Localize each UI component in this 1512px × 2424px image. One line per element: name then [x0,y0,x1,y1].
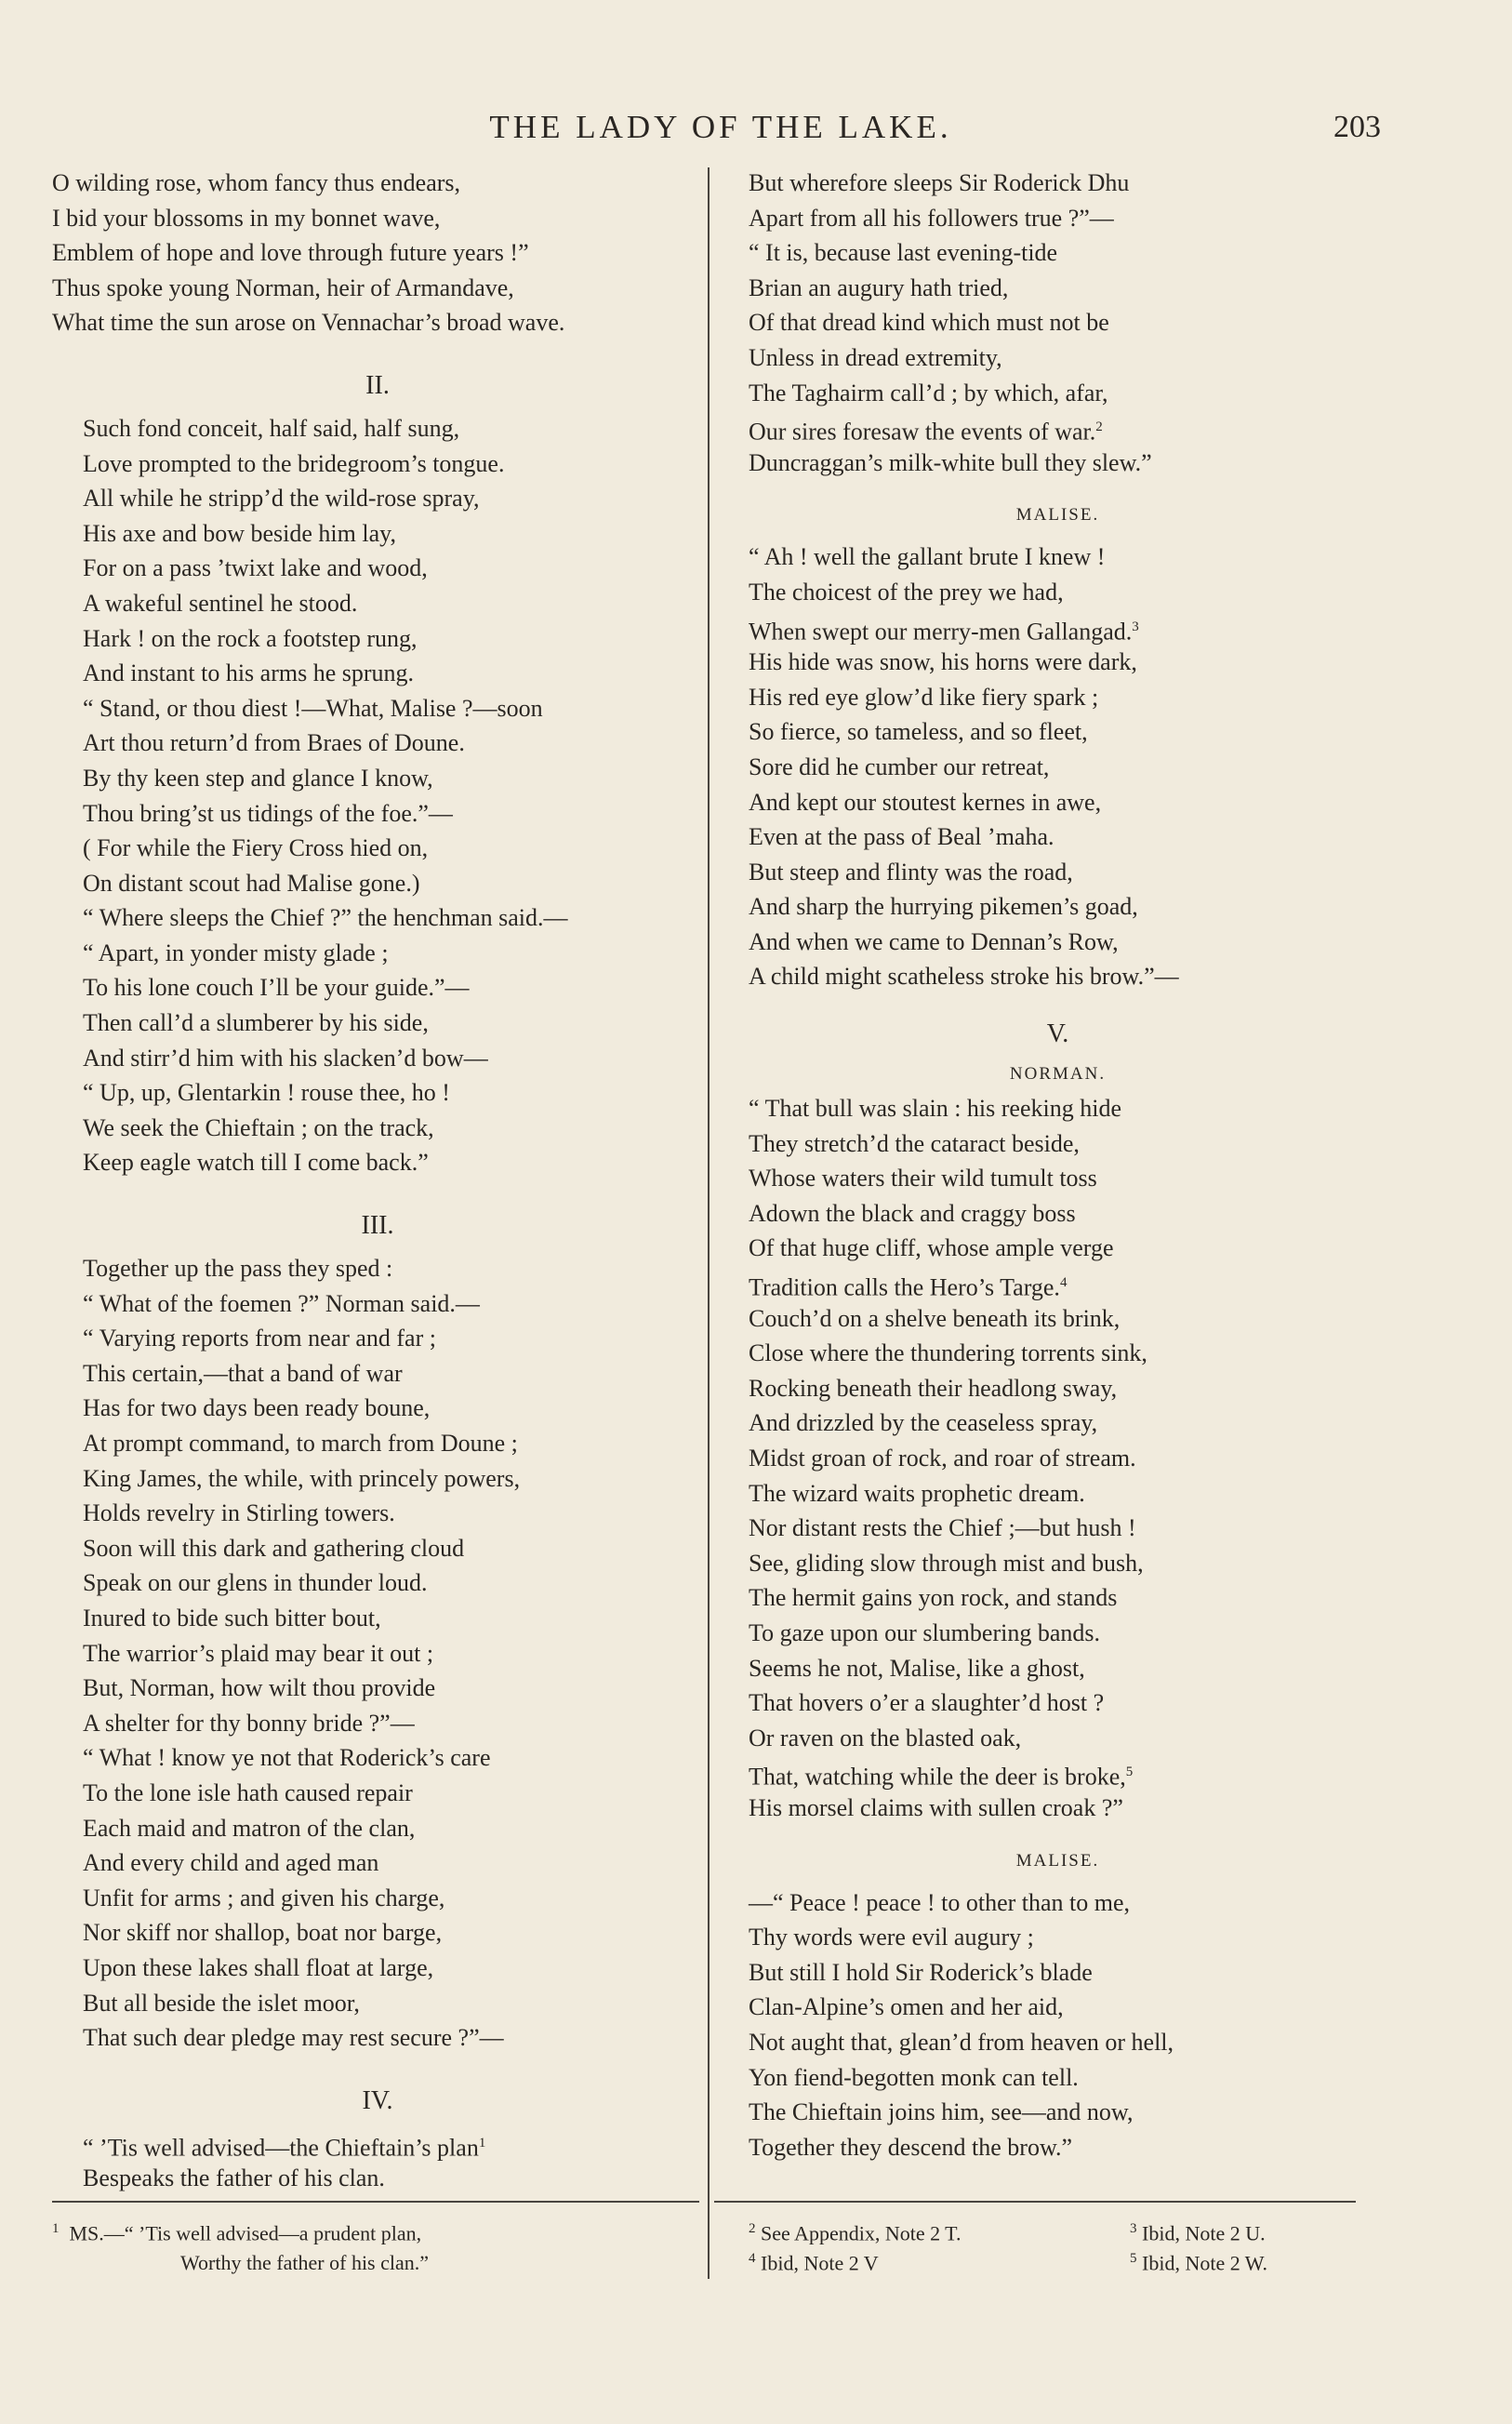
verse-text: When swept our merry-men Gallangad. [749,618,1133,646]
verse-line: Art thou return’d from Braes of Doune. [83,729,465,757]
verse-line [749,1266,1367,1301]
footnotes-right [749,2214,1353,2273]
verse-line: But steep and flinty was the road, [749,858,1073,886]
verse-line: This certain,—that a band of war [83,1359,403,1387]
verse-line: Such fond conceit, half said, half sung, [83,414,460,442]
verse-line: Nor skiff nor shallop, boat nor barge, [83,1919,443,1947]
verse-line: Soon will this dark and gathering cloud [83,1534,465,1562]
footnote [749,2244,879,2278]
speaker-label: NORMAN. [1009,1064,1107,1085]
verse-line: “ What of the foemen ?” Norman said.— [83,1289,480,1317]
stanza-heading: V. [1046,1019,1069,1049]
verse-line: “ It is, because last evening-tide [749,239,1058,267]
footnote [1130,2244,1267,2278]
stanza-heading: III. [361,1211,394,1241]
speaker-label: MALISE. [1015,1850,1100,1871]
stanza-heading: II. [365,370,390,400]
verse-line: Clan-Alpine’s omen and her aid, [749,1993,1064,2021]
running-head: THE LADY OF THE LAKE. [489,109,952,145]
verse-line: The hermit gains yon rock, and stands [749,1584,1118,1612]
verse-line: The Chieftain joins him, see—and now, [749,2098,1134,2126]
verse-line: “ Up, up, Glentarkin ! rouse thee, ho ! [83,1079,450,1107]
verse-line: “ Apart, in yonder misty glade ; [83,939,389,966]
footnote-rule [714,2201,1356,2203]
verse-line [749,410,1367,446]
verse-line: So fierce, so tameless, and so fleet, [749,718,1088,746]
footnotes-left [52,2214,694,2278]
verse-line: “ What ! know ye not that Roderick’s care [83,1744,491,1772]
footnote-text: Worthy the father of his clan.” [180,2251,430,2275]
verse-line: Apart from all his followers true ?”— [749,204,1114,232]
column-divider [708,167,710,2279]
verse-line: We seek the Chieftain ; on the track, [83,1113,434,1141]
footnote-marker: 3 [1130,2221,1137,2236]
verse-line: And sharp the hurrying pikemen’s goad, [749,893,1138,921]
stanza-4 [52,2056,703,2196]
opening-stanza [52,166,703,340]
footnote-marker: 5 [1130,2251,1137,2266]
verse-line: They stretch’d the cataract beside, [749,1129,1080,1157]
verse-line: His morsel claims with sullen croak ?” [749,1793,1123,1821]
verse-line: But wherefore sleeps Sir Roderick Dhu [749,169,1130,196]
footnote-text: MS.—“ ’Tis well advised—a prudent plan, [69,2221,422,2245]
verse-line: But, Norman, how wilt thou provide [83,1674,436,1702]
page-header [0,104,1512,151]
footnote-text: Ibid, Note 2 W. [1142,2251,1268,2275]
stanza-5 [749,994,1367,1825]
verse-line: That hovers o’er a slaughter’d host ? [749,1689,1105,1717]
verse-line: Bespeaks the father of his clan. [83,2164,385,2192]
footnote-text: See Appendix, Note 2 T. [761,2221,962,2245]
page-number: 203 [1333,110,1381,144]
verse-line: “ That bull was slain : his reeking hide [749,1095,1121,1123]
verse-line: Unless in dread extremity, [749,343,1002,371]
footnote-marker: 1 [52,2221,60,2236]
verse-line: Love prompted to the bridegroom’s tongue. [83,449,505,477]
verse-line: Whose waters their wild tumult toss [749,1165,1097,1192]
left-column [52,166,703,2196]
verse-line: Unfit for arms ; and given his charge, [83,1884,445,1911]
verse-line: A shelter for thy bonny bride ?”— [83,1709,415,1737]
verse-line: King James, the while, with princely powers, [83,1464,521,1492]
verse-line: Couch’d on a shelve beneath its brink, [749,1304,1121,1332]
verse-line: “ Stand, or thou diest !—What, Malise ?—soon [83,694,543,722]
right-column [749,166,1367,2164]
verse-line: “ Varying reports from near and far ; [83,1325,436,1352]
verse-line: To his lone couch I’ll be your guide.”— [83,974,470,1002]
continuation-stanza [749,166,1367,480]
verse-line: To gaze upon our slumbering bands. [749,1618,1100,1646]
verse-text: Our sires foresaw the events of war. [749,418,1096,446]
footnote [52,2214,694,2248]
footnote-rule [52,2201,699,2203]
footnote-text: Ibid, Note 2 U. [1142,2221,1266,2245]
verse-line: Of that huge cliff, whose ample verge [749,1234,1114,1262]
verse-line: Sore did he cumber our retreat, [749,753,1050,780]
verse-line: By thy keen step and glance I know, [83,764,433,792]
footnote-text: Ibid, Note 2 V [761,2251,879,2275]
verse-line: I bid your blossoms in my bonnet wave, [52,204,441,232]
stanza-2 [52,340,703,1180]
verse-line: Has for two days been ready boune, [83,1394,431,1422]
verse-line: What time the sun arose on Vennachar’s broad wave. [52,309,565,337]
footnote-ref: 1 [478,2135,486,2151]
verse-line: Duncraggan’s milk-white bull they slew.” [749,448,1152,476]
verse-line: And kept our stoutest kernes in awe, [749,788,1102,816]
footnote-row [749,2214,1353,2244]
verse-line: Adown the black and craggy boss [749,1199,1076,1227]
verse-line: O wilding rose, whom fancy thus endears, [52,169,461,196]
verse-line: Together up the pass they sped : [83,1255,393,1283]
verse-line: “ Where sleeps the Chief ?” the henchman said.— [83,904,568,932]
verse-line: ( For while the Fiery Cross hied on, [83,834,429,862]
verse-line: Upon these lakes shall float at large, [83,1953,434,1981]
verse-line: Hark ! on the rock a footstep rung, [83,624,418,652]
verse-line: At prompt command, to march from Doune ; [83,1430,518,1457]
verse-line: Holds revelry in Stirling towers. [83,1499,395,1527]
verse-line: Thus spoke young Norman, heir of Armandave, [52,273,514,301]
verse-line: The choicest of the prey we had, [749,578,1064,606]
verse-line: A child might scatheless stroke his brow.”— [749,963,1179,991]
verse-line: Brian an augury hath tried, [749,273,1009,301]
verse-line: But all beside the islet moor, [83,1989,360,2017]
footnote-ref: 4 [1059,1275,1068,1291]
stanza-heading: IV. [362,2085,393,2115]
verse-line: —“ Peace ! peace ! to other than to me, [749,1888,1131,1916]
footnote-ref: 3 [1132,619,1139,634]
verse-line: Midst groan of rock, and roar of stream. [749,1445,1136,1472]
verse-line: The wizard waits prophetic dream. [749,1479,1085,1507]
verse-line: For on a pass ’twixt lake and wood, [83,554,428,582]
verse-line: Of that dread kind which must not be [749,309,1109,337]
verse-line: Rocking beneath their headlong sway, [749,1374,1118,1402]
verse-line: The warrior’s plaid may bear it out ; [83,1639,434,1667]
verse-line: And when we came to Dennan’s Row, [749,927,1119,955]
verse-line: Thy words were evil augury ; [749,1924,1034,1951]
verse-line [749,610,1367,646]
verse-line: And every child and aged man [83,1849,379,1877]
verse-line: But still I hold Sir Roderick’s blade [749,1958,1093,1986]
verse-line: Not aught that, glean’d from heaven or hell, [749,2028,1174,2056]
verse-line: “ Ah ! well the gallant brute I knew ! [749,543,1106,571]
verse-line [52,2126,703,2162]
verse-line: His red eye glow’d like fiery spark ; [749,683,1099,711]
footnote-ref: 5 [1125,1765,1134,1780]
malise-speech-1 [749,480,1367,994]
verse-line: That such dear pledge may rest secure ?”— [83,2024,504,2052]
verse-line: Seems he not, Malise, like a ghost, [749,1654,1085,1682]
verse-line: The Taghairm call’d ; by which, afar, [749,379,1108,406]
verse-line: Thou bring’st us tidings of the foe.”— [83,799,453,827]
footnote-ref: 2 [1095,420,1103,435]
verse-line: And stirr’d him with his slacken’d bow— [83,1044,488,1072]
verse-line: Speak on our glens in thunder loud. [83,1569,428,1597]
verse-line: Emblem of hope and love through future years !” [52,239,529,267]
verse-line: And instant to his arms he sprung. [83,659,415,687]
verse-line: A wakeful sentinel he stood. [83,589,358,617]
speaker-label: MALISE. [1015,505,1100,526]
verse-line: Keep eagle watch till I come back.” [83,1149,429,1177]
verse-line: His hide was snow, his horns were dark, [749,648,1137,676]
malise-speech-2 [749,1826,1367,2165]
verse-line: To the lone isle hath caused repair [83,1778,413,1806]
verse-line: On distant scout had Malise gone.) [83,869,420,897]
verse-line: Together they descend the brow.” [749,2133,1073,2161]
footnote-marker: 2 [749,2221,756,2236]
verse-text: “ ’Tis well advised—the Chieftain’s plan [83,2134,479,2162]
verse-line: Yon fiend-begotten monk can tell. [749,2063,1079,2091]
footnote-marker: 4 [749,2251,756,2266]
verse-line: His axe and bow beside him lay, [83,519,396,547]
verse-line: All while he stripp’d the wild-rose spray, [83,485,480,513]
verse-line: See, gliding slow through mist and bush, [749,1549,1144,1577]
verse-line: Or raven on the blasted oak, [749,1724,1022,1751]
verse-line: Close where the thundering torrents sink, [749,1339,1147,1367]
verse-line [749,1755,1367,1791]
verse-text: That, watching while the deer is broke, [749,1764,1126,1791]
verse-line: And drizzled by the ceaseless spray, [749,1409,1098,1437]
verse-line: Inured to bide such bitter bout, [83,1604,381,1632]
verse-line: Nor distant rests the Chief ;—but hush ! [749,1514,1136,1542]
stanza-3 [52,1180,703,2056]
verse-text: Tradition calls the Hero’s Targe. [749,1273,1060,1301]
verse-line: Then call’d a slumberer by his side, [83,1009,429,1037]
verse-line: Each maid and matron of the clan, [83,1814,416,1842]
verse-line: Even at the pass of Beal ’maha. [749,823,1054,851]
footnote-row [749,2244,1353,2273]
